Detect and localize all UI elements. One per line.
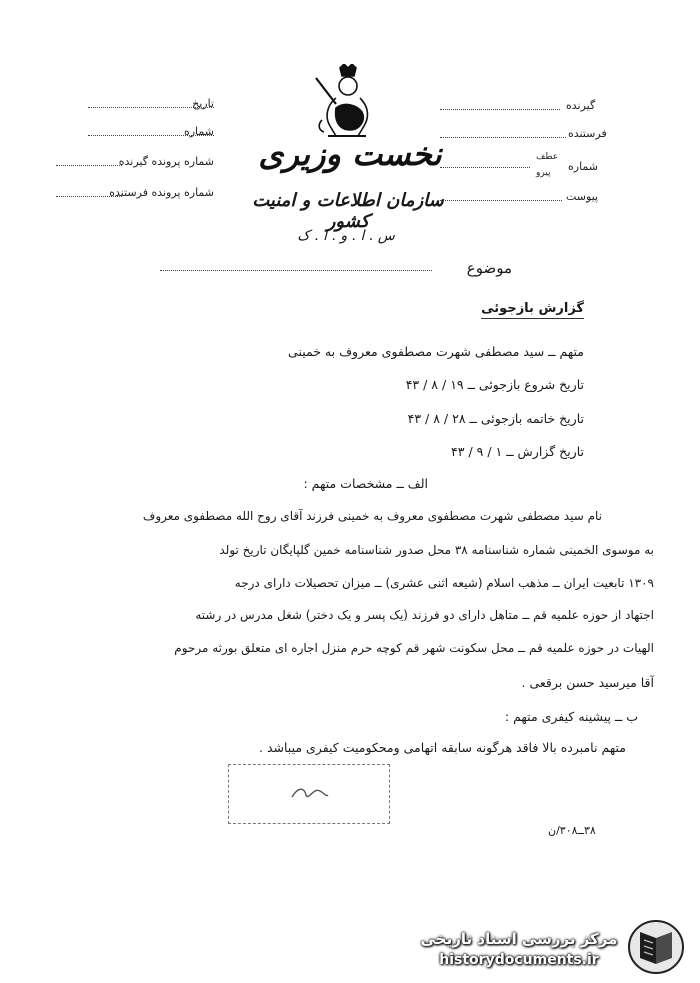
recipient-label: گیرنده [566, 99, 596, 112]
sender-field-line [440, 137, 566, 138]
section-a-line-4: اجتهاد از حوزه علمیه قم ــ متاهل دارای دو فرزند (یک پسر و یک دختر) شغل مدرس در رشته [195, 608, 654, 622]
receiver-file-line [56, 165, 122, 166]
followup-label: پیرو [536, 168, 551, 178]
reference-label: عطف [536, 152, 559, 162]
subject-label: موضوع [466, 259, 512, 277]
section-a-heading: الف ــ مشخصات متهم : [303, 476, 428, 491]
watermark-org-name: مرکز بررسی اسناد تاریخی [420, 930, 618, 948]
number-field-line-right [440, 167, 530, 168]
section-b-heading: ب ــ پیشینه کیفری متهم : [504, 709, 638, 724]
section-a-line-2: به موسوی الخمینی شماره شناسنامه ۳۸ محل صدور شناسنامه خمین گلپایگان تاریخ تولد [219, 543, 654, 557]
report-title: گزارش بازجوئی [481, 301, 584, 319]
section-b-text: متهم نامبرده بالا فاقد هرگونه سابقه اتهامی ومحکومیت کیفری میباشد . [259, 740, 626, 755]
sender-file-number-label: شماره پرونده فرستنده [109, 186, 214, 199]
date-field-line [88, 107, 214, 108]
interrogation-end-line: تاریخ خاتمه بازجوئی ــ ۲۸ / ۸ / ۴۳ [407, 411, 584, 426]
accused-line: متهم ــ سید مصطفی شهرت مصطفوی معروف به خمینی [288, 344, 584, 359]
number-field-line [88, 135, 214, 136]
report-date-line: تاریخ گزارش ــ ۱ / ۹ / ۴۳ [451, 444, 584, 459]
number-label: شماره [183, 125, 214, 138]
section-a-line-1: نام سید مصطفی شهرت مصطفوی معروف به خمینی فرزند آقای روح الله مصطفوی معروف [142, 509, 602, 523]
signature-mark-icon [290, 783, 330, 803]
letter-number-label: شماره [568, 160, 599, 173]
section-a-line-3: ۱۳۰۹ تابعیت ایران ــ مذهب اسلام (شیعه اثنی عشری) ــ میزان تحصیلات دارای درجه [234, 576, 654, 590]
watermark-url: historydocuments.ir [439, 952, 599, 968]
receiver-file-number-label: شماره پرونده گیرنده [118, 155, 214, 168]
sender-label: فرستنده [568, 127, 607, 140]
attachment-label: پیوست [566, 190, 599, 203]
recipient-field-line [440, 109, 560, 110]
date-label: تاریخ [192, 97, 214, 110]
section-a-line-6: آقا میرسید حسن برقعی . [521, 675, 654, 690]
sender-file-line [56, 196, 122, 197]
ministry-title: نخست وزیری [258, 135, 442, 173]
attachment-field-line [440, 200, 562, 201]
document-code: ۳۸ــ۳۰۸/ن [548, 824, 596, 837]
history-documents-logo-icon [626, 918, 686, 976]
subject-field-line [160, 270, 432, 271]
section-a-line-5: الهیات در حوزه علمیه قم ــ محل سکونت شهر قم کوچه حرم منزل اجاره ای متعلق بورثه مرحوم [174, 641, 654, 655]
organization-title: سازمان اطلاعات و امنیت کشور [252, 190, 444, 232]
organization-code: س . ا . و . ا . ک [297, 228, 395, 244]
interrogation-start-line: تاریخ شروع بازجوئی ــ ۱۹ / ۸ / ۴۳ [405, 377, 584, 392]
lion-and-sun-emblem-icon [306, 64, 388, 146]
